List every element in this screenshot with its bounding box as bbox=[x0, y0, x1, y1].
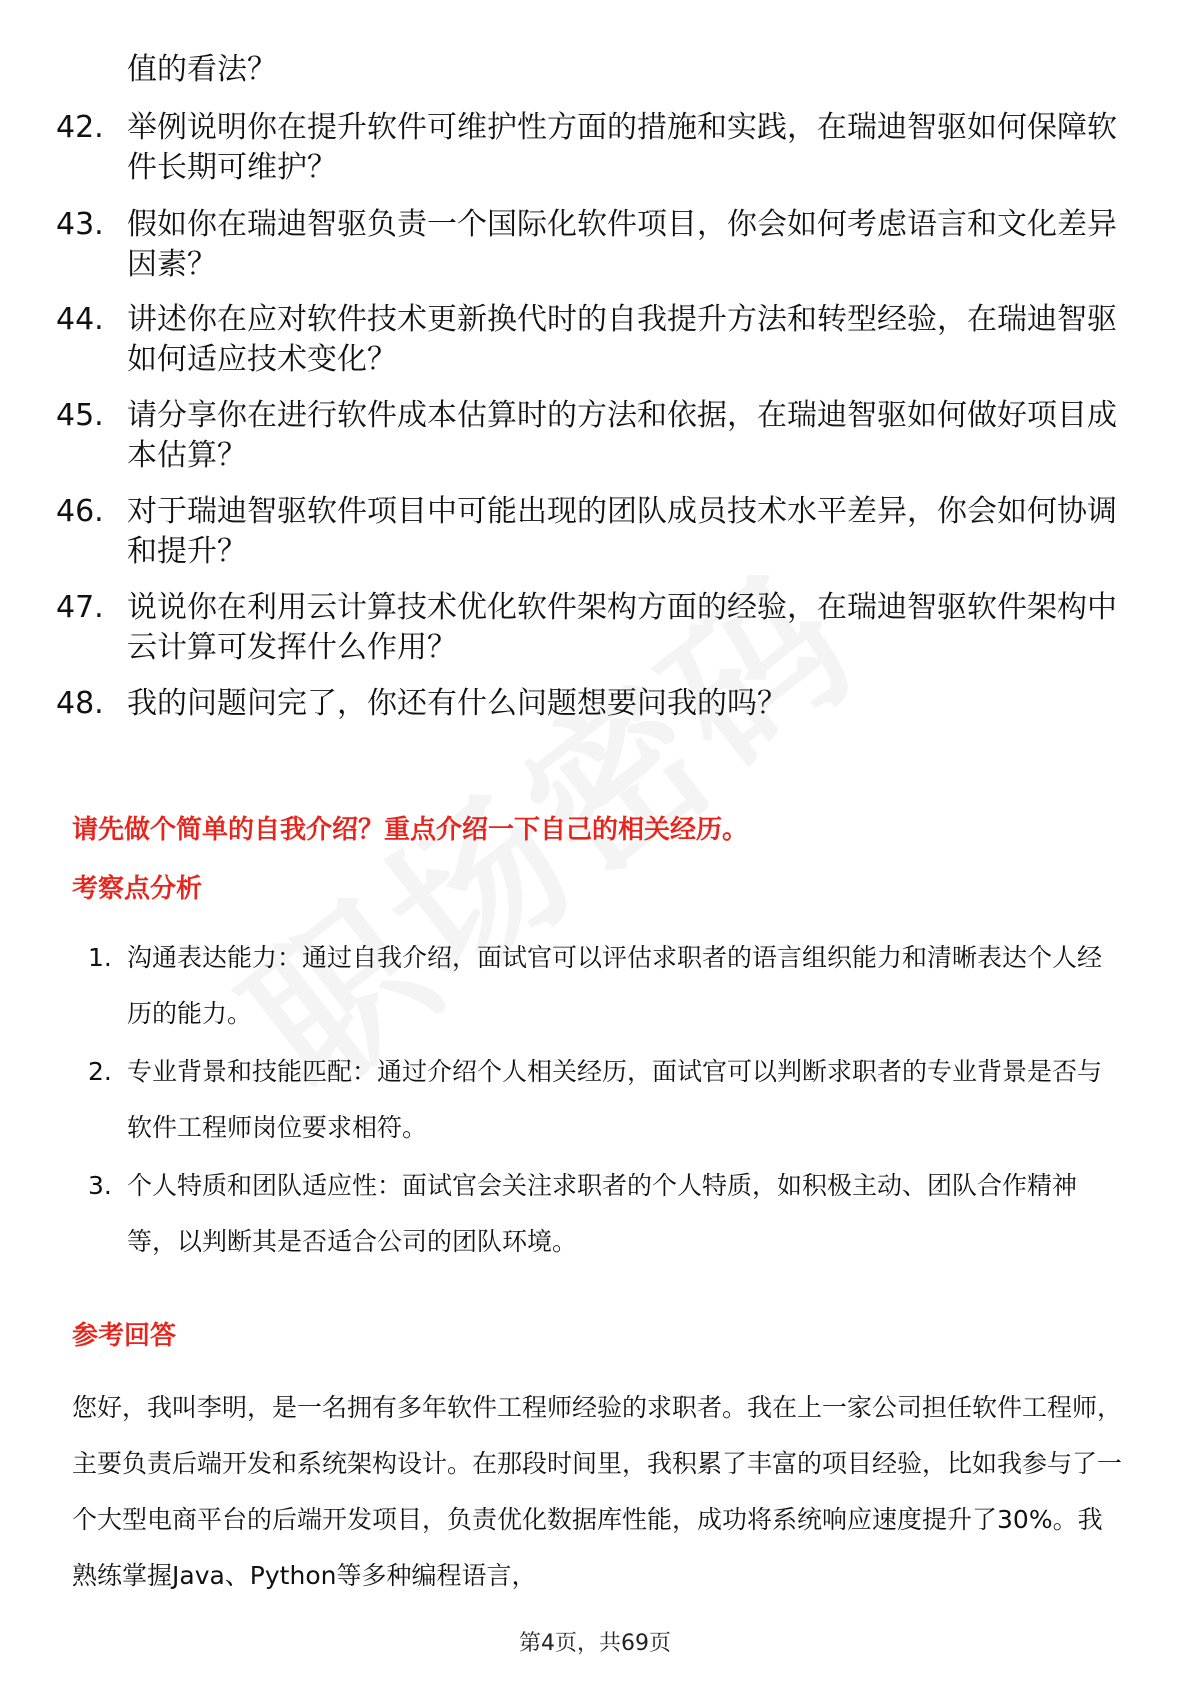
question-text: 假如你在瑞迪智驱负责一个国际化软件项目，你会如何考虑语言和文化差异因素？ bbox=[127, 207, 1117, 282]
answer-title: 参考回答 bbox=[72, 1321, 177, 1351]
question-number: 42. bbox=[56, 110, 104, 145]
question-text: 我的问题问完了，你还有什么问题想要问我的吗？ bbox=[127, 686, 787, 721]
question-number: 47. bbox=[56, 590, 104, 625]
question-text: 请分享你在进行软件成本估算时的方法和依据，在瑞迪智驱如何做好项目成本估算？ bbox=[127, 398, 1117, 473]
question-number: 43. bbox=[56, 207, 104, 242]
item-number: 1. bbox=[88, 943, 112, 972]
question-text: 讲述你在应对软件技术更新换代时的自我提升方法和转型经验，在瑞迪智驱如何适应技术变化？ bbox=[127, 302, 1117, 377]
item-text: 专业背景和技能匹配：通过介绍个人相关经历，面试官可以判断求职者的专业背景是否与软件工程师岗位要求相符。 bbox=[127, 1057, 1103, 1142]
question-number: 46. bbox=[56, 494, 104, 529]
question-text: 值的看法？ bbox=[127, 52, 277, 87]
question-text: 举例说明你在提升软件可维护性方面的措施和实践，在瑞迪智驱如何保障软件长期可维护？ bbox=[127, 110, 1117, 185]
question-text: 说说你在利用云计算技术优化软件架构方面的经验，在瑞迪智驱软件架构中云计算可发挥什么作用？ bbox=[127, 590, 1117, 665]
item-number: 2. bbox=[88, 1057, 112, 1086]
analysis-title: 考察点分析 bbox=[72, 874, 203, 904]
page-number: 第4页，共69页 bbox=[519, 1631, 671, 1656]
item-text: 沟通表达能力：通过自我介绍，面试官可以评估求职者的语言组织能力和清晰表达个人经历的能力。 bbox=[127, 943, 1103, 1028]
answer-paragraph: 您好，我叫李明，是一名拥有多年软件工程师经验的求职者。我在上一家公司担任软件工程师，主要负责后端开发和系统架构设计。在那段时间里，我积累了丰富的项目经验，比如我参与了一个大型电商平台的后端开发项目，负责优化数据库性能，成功将系统响应速度提升了30%。我熟练掌握Java、Python等多种编程语言， bbox=[72, 1393, 1123, 1590]
item-text: 个人特质和团队适应性：面试官会关注求职者的个人特质，如积极主动、团队合作精神等，以判断其是否适合公司的团队环境。 bbox=[127, 1171, 1078, 1256]
question-number: 45. bbox=[56, 398, 104, 433]
question-text: 对于瑞迪智驱软件项目中可能出现的团队成员技术水平差异，你会如何协调和提升？ bbox=[127, 494, 1117, 569]
question-number: 48. bbox=[56, 686, 104, 721]
question-heading: 请先做个简单的自我介绍？重点介绍一下自己的相关经历。 bbox=[72, 815, 749, 845]
question-number: 44. bbox=[56, 302, 104, 337]
item-number: 3. bbox=[88, 1171, 112, 1200]
